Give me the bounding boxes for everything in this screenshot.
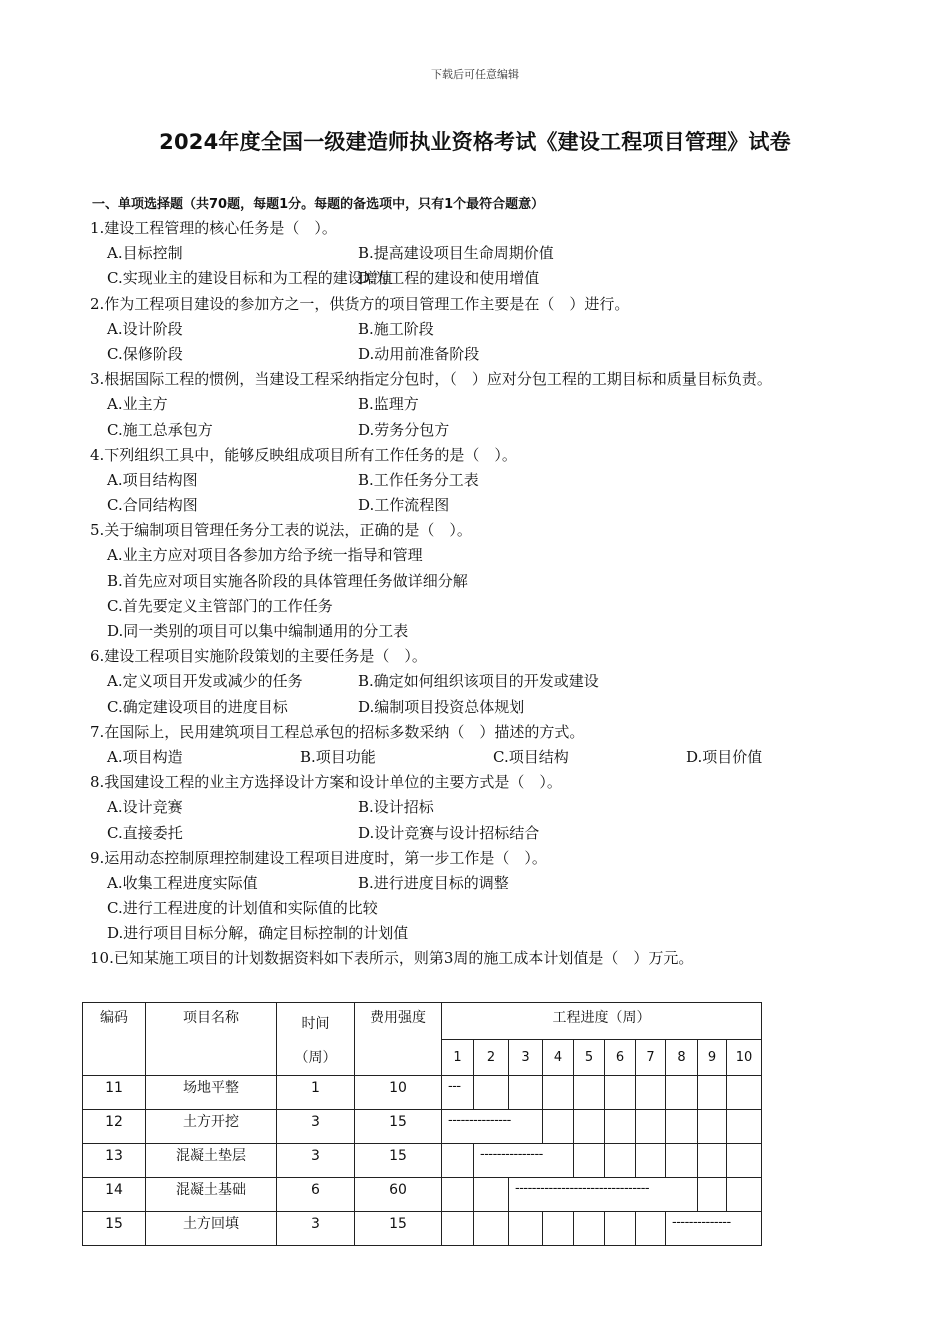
page-title: 2024年度全国一级建造师执业资格考试《建设工程项目管理》试卷 — [159, 130, 791, 154]
option-item: A.项目结构图 — [107, 470, 198, 489]
option-item: B.设计招标 — [358, 798, 434, 817]
col-header-time-top: 时间 — [301, 1016, 330, 1032]
option-item: A.项目构造 — [107, 747, 183, 766]
cell-cost: 15 — [355, 1110, 442, 1144]
cell-time: 6 — [277, 1178, 355, 1212]
option-item: A.定义项目开发或减少的任务 — [107, 672, 303, 691]
cell-name: 混凝土垫层 — [146, 1144, 277, 1178]
option-item: A.设计阶段 — [107, 319, 183, 338]
option-item: C.保修阶段 — [107, 344, 183, 363]
section-heading: 一、单项选择题（共70题，每题1分。每题的备选项中，只有1个最符合题意） — [92, 197, 545, 212]
question-stem: 8.我国建设工程的业主方选择设计方案和设计单位的主要方式是（ ）。 — [90, 773, 562, 792]
option-row — [90, 418, 890, 443]
week-cell — [474, 1178, 509, 1212]
week-cell — [543, 1212, 574, 1246]
week-cell — [605, 1212, 636, 1246]
option-item: C.确定建设项目的进度目标 — [107, 697, 288, 716]
week-cell — [574, 1144, 605, 1178]
option-item: A.业主方应对项目各参加方给予统一指导和管理 — [107, 546, 423, 565]
week-cell — [666, 1110, 698, 1144]
week-cell — [666, 1076, 698, 1110]
week-cell — [727, 1076, 762, 1110]
week-cell — [666, 1212, 762, 1246]
week-header-cell: 1 — [442, 1039, 474, 1076]
header-note: 下载后可任意编辑 — [431, 68, 519, 81]
option-row — [90, 896, 890, 921]
week-header-cell: 2 — [474, 1039, 509, 1076]
col-header-code: 编码 — [83, 1003, 146, 1076]
week-header-cell: 5 — [574, 1039, 605, 1076]
col-header-name: 项目名称 — [146, 1003, 277, 1076]
week-cell — [605, 1110, 636, 1144]
cell-time: 3 — [277, 1144, 355, 1178]
option-item: A.业主方 — [107, 395, 168, 414]
option-row — [90, 871, 890, 896]
cell-time: 1 — [277, 1076, 355, 1110]
question-stem: 2.作为工程项目建设的参加方之一，供货方的项目管理工作主要是在（ ）进行。 — [90, 294, 630, 313]
option-item: A.目标控制 — [107, 244, 183, 263]
option-item: A.收集工程进度实际值 — [107, 873, 258, 892]
option-item: D.项目价值 — [686, 747, 763, 766]
week-cell — [698, 1178, 727, 1212]
option-item: B.监理方 — [358, 395, 419, 414]
option-item: B.施工阶段 — [358, 319, 434, 338]
cell-name: 土方回填 — [146, 1212, 277, 1246]
question-stem: 3.根据国际工程的惯例，当建设工程采纳指定分包时，（ ）应对分包工程的工期目标和质量目标负责。 — [90, 370, 772, 389]
week-cell — [442, 1212, 474, 1246]
week-cell — [727, 1110, 762, 1144]
option-item: C.首先要定义主管部门的工作任务 — [107, 596, 333, 615]
week-cell — [543, 1076, 574, 1110]
week-cell — [474, 1076, 509, 1110]
option-item: D.进行项目目标分解，确定目标控制的计划值 — [107, 924, 409, 943]
week-cell — [442, 1144, 474, 1178]
cell-time: 3 — [277, 1110, 355, 1144]
option-item: D.动用前准备阶段 — [358, 344, 480, 363]
question-stem: 7.在国际上，民用建筑项目工程总承包的招标多数采纳（ ）描述的方式。 — [90, 722, 585, 741]
option-row — [90, 468, 890, 493]
week-cell — [509, 1178, 698, 1212]
option-item: B.项目功能 — [300, 747, 376, 766]
plan-table — [82, 1002, 762, 1246]
cell-name: 场地平整 — [146, 1076, 277, 1110]
option-item: D.劳务分包方 — [358, 420, 450, 439]
week-cell — [474, 1212, 509, 1246]
week-header-cell: 6 — [605, 1039, 636, 1076]
week-cell — [442, 1110, 543, 1144]
week-cell — [727, 1144, 762, 1178]
week-header-cell: 4 — [543, 1039, 574, 1076]
week-cell — [636, 1144, 666, 1178]
week-cell — [698, 1076, 727, 1110]
option-row — [90, 266, 890, 291]
week-cell — [605, 1144, 636, 1178]
week-cell — [509, 1076, 543, 1110]
progress-bar-line: -------------------------------- — [515, 1181, 650, 1196]
week-header-cell: 7 — [636, 1039, 666, 1076]
cell-code: 14 — [83, 1178, 146, 1212]
option-item: C.项目结构 — [493, 747, 569, 766]
option-row — [90, 619, 890, 644]
option-item: C.直接委托 — [107, 823, 183, 842]
question-stem: 1.建设工程管理的核心任务是（ ）。 — [90, 219, 337, 237]
week-cell — [636, 1076, 666, 1110]
week-cell — [636, 1110, 666, 1144]
week-cell — [474, 1144, 574, 1178]
cell-code: 11 — [83, 1076, 146, 1110]
progress-bar-line: --------------- — [448, 1113, 511, 1128]
table-row — [83, 1076, 762, 1110]
cell-code: 13 — [83, 1144, 146, 1178]
progress-bar-line: -------------- — [672, 1215, 731, 1230]
progress-bar-line: --------------- — [480, 1147, 543, 1162]
cell-code: 12 — [83, 1110, 146, 1144]
option-row — [90, 695, 890, 720]
week-cell — [574, 1076, 605, 1110]
option-item: D.编制项目投资总体规划 — [358, 697, 525, 716]
table-row — [83, 1110, 762, 1144]
option-row — [90, 317, 890, 342]
option-item: B.进行进度目标的调整 — [358, 873, 509, 892]
week-cell — [442, 1076, 474, 1110]
option-item: C.进行工程进度的计划值和实际值的比较 — [107, 899, 378, 918]
week-header-cell: 3 — [509, 1039, 543, 1076]
option-row — [90, 745, 890, 770]
col-header-time — [277, 1003, 355, 1076]
option-row — [90, 543, 890, 568]
option-row — [90, 569, 890, 594]
week-cell — [698, 1110, 727, 1144]
cell-name: 混凝土基础 — [146, 1178, 277, 1212]
cell-time: 3 — [277, 1212, 355, 1246]
week-cell — [636, 1212, 666, 1246]
question-stem: 5.关于编制项目管理任务分工表的说法，正确的是（ ）。 — [90, 521, 472, 540]
question-stem: 9.运用动态控制原理控制建设工程项目进度时，第一步工作是（ ）。 — [90, 848, 547, 867]
week-cell — [605, 1076, 636, 1110]
option-row — [90, 821, 890, 846]
option-item: C.施工总承包方 — [107, 420, 213, 439]
option-row — [90, 795, 890, 820]
option-item: D.设计竞赛与设计招标结合 — [358, 823, 540, 842]
week-header-cell: 8 — [666, 1039, 698, 1076]
table-row — [83, 1178, 762, 1212]
table-row — [83, 1144, 762, 1178]
cell-cost: 15 — [355, 1144, 442, 1178]
question-list — [90, 216, 890, 972]
cell-name: 土方开挖 — [146, 1110, 277, 1144]
option-item: B.工作任务分工表 — [358, 470, 479, 489]
option-row — [90, 921, 890, 946]
cell-cost: 60 — [355, 1178, 442, 1212]
question-stem: 4.下列组织工具中，能够反映组成项目所有工作任务的是（ ）。 — [90, 445, 517, 464]
question-stem: 10.已知某施工项目的计划数据资料如下表所示，则第3周的施工成本计划值是（ ）万元。 — [90, 949, 694, 968]
option-item: B.确定如何组织该项目的开发或建设 — [358, 672, 599, 691]
option-row — [90, 594, 890, 619]
table-row — [83, 1212, 762, 1246]
option-item: D.同一类别的项目可以集中编制通用的分工表 — [107, 622, 409, 640]
col-header-cost: 费用强度 — [355, 1003, 442, 1076]
option-row — [90, 669, 890, 694]
option-item: D.为工程的建设和使用增值 — [358, 269, 540, 288]
week-cell — [574, 1212, 605, 1246]
week-header-cell: 9 — [698, 1039, 727, 1076]
option-item: C.合同结构图 — [107, 496, 198, 515]
week-cell — [727, 1178, 762, 1212]
week-cell — [698, 1144, 727, 1178]
question-stem: 6.建设工程项目实施阶段策划的主要任务是（ ）。 — [90, 647, 427, 666]
cell-code: 15 — [83, 1212, 146, 1246]
option-item: D.工作流程图 — [358, 496, 450, 515]
option-item: B.提高建设项目生命周期价值 — [358, 244, 554, 263]
col-header-time-bottom: （周） — [294, 1050, 337, 1066]
week-cell — [442, 1178, 474, 1212]
week-header-cell: 10 — [727, 1039, 762, 1076]
option-row — [90, 493, 890, 518]
option-row — [90, 392, 890, 417]
progress-bar-line: --- — [448, 1079, 461, 1094]
cell-cost: 10 — [355, 1076, 442, 1110]
option-item: A.设计竞赛 — [107, 798, 183, 817]
option-item: B.首先应对项目实施各阶段的具体管理任务做详细分解 — [107, 571, 468, 590]
cell-cost: 15 — [355, 1212, 442, 1246]
option-row — [90, 241, 890, 266]
week-cell — [543, 1110, 574, 1144]
week-cell — [666, 1144, 698, 1178]
week-cell — [509, 1212, 543, 1246]
col-header-progress: 工程进度（周） — [442, 1003, 762, 1040]
option-row — [90, 342, 890, 367]
week-cell — [574, 1110, 605, 1144]
option-item: C.实现业主的建设目标和为工程的建设增值 — [107, 269, 393, 288]
